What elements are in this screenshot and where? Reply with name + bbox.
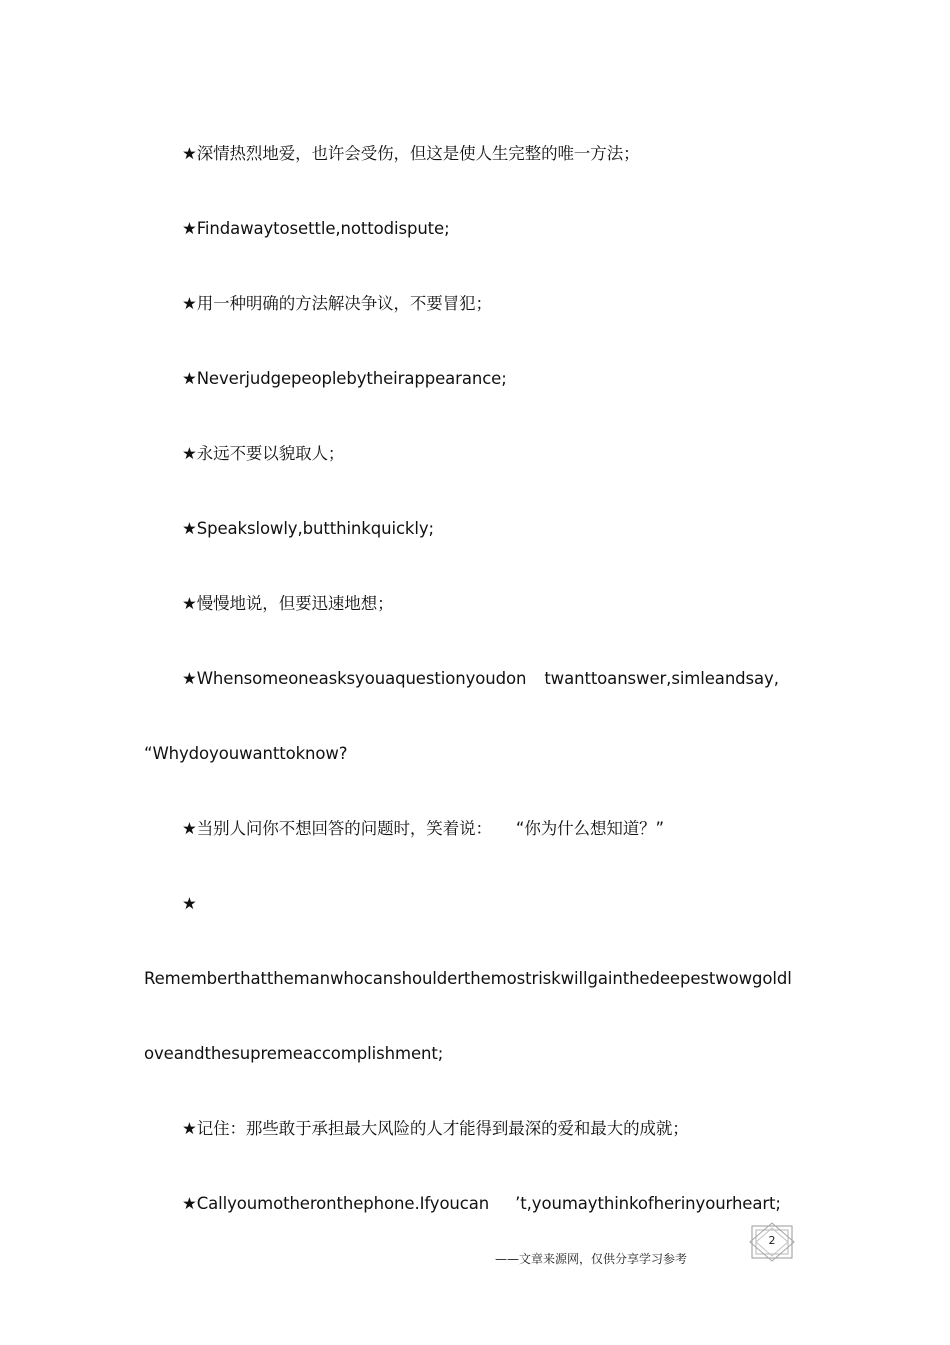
text-line: ★ [182, 894, 197, 913]
text-line: Rememberthatthemanwhocanshoulderthemostriskwillgainthedeepestwowgoldl [144, 969, 792, 988]
text-line [182, 1193, 781, 1215]
text-segment: ★Whensomeoneasksyouaquestionyoudon [182, 669, 527, 688]
text-segment: “你为什么想知道？” [515, 819, 665, 838]
footer-source-note: ——文章来源网，仅供分享学习参考 [495, 1252, 688, 1266]
text-line: ★Speakslowly,butthinkquickly; [182, 519, 434, 538]
text-segment: ’t,youmaythinkofherinyourheart; [515, 1194, 781, 1213]
text-segment: ★当别人问你不想回答的问题时，笑着说： [182, 819, 492, 838]
text-line: ★慢慢地说，但要迅速地想； [182, 594, 394, 613]
text-line: ★深情热烈地爱，也许会受伤，但这是使人生完整的唯一方法； [182, 144, 640, 163]
text-line: ★用一种明确的方法解决争议，不要冒犯； [182, 294, 492, 313]
text-line: oveandthesupremeaccomplishment; [144, 1044, 444, 1063]
text-line: ★永远不要以貌取人； [182, 444, 345, 463]
text-line: ★Findawaytosettle,nottodispute; [182, 219, 450, 238]
page-number-badge [748, 1222, 796, 1262]
text-line: “Whydoyouwanttoknow? [144, 744, 348, 763]
text-line: ★记住：那些敢于承担最大风险的人才能得到最深的爱和最大的成就； [182, 1119, 689, 1138]
text-line: ★Neverjudgepeoplebytheirappearance; [182, 369, 507, 388]
text-line [182, 818, 664, 840]
text-segment: twanttoanswer,simleandsay, [544, 669, 779, 688]
text-line [182, 668, 779, 690]
text-segment: ★Callyoumotheronthephone.Ifyoucan [182, 1194, 490, 1213]
page-number: 2 [768, 1234, 776, 1247]
